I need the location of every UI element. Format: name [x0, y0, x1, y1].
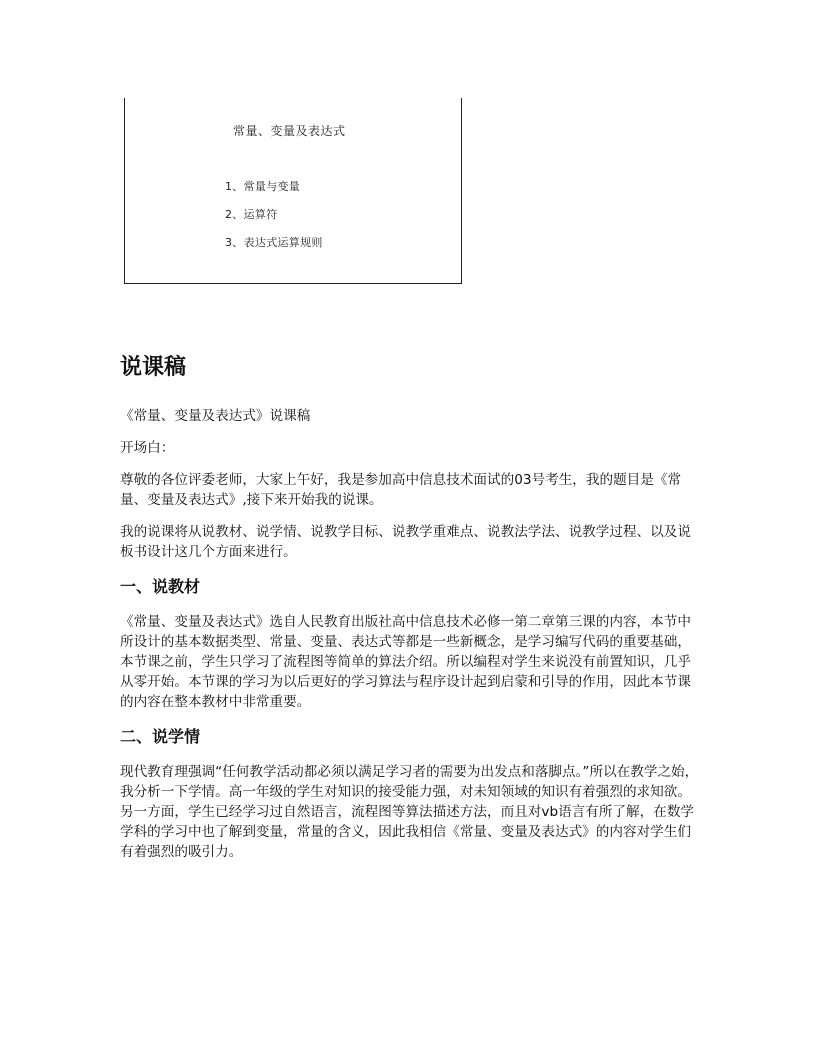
section1-paragraph: 《常量、变量及表达式》选自人民教育出版社高中信息技术必修一第二章第三课的内容，本节中所设计的基本数据类型、常量、变量、表达式等都是一些新概念，是学习编写代码的重要基础，本节课之前，学生只学习了流程图等简单的算法介绍。所以编程对学生来说没有前置知识，几乎从零开始。本节课的学习为以后更好的学习算法与程序设计起到启蒙和引导的作用，因此本节课的内容在整本教材中非常重要。: [120, 614, 691, 710]
section2-paragraph: 现代教育理强调“任何教学活动都必须以满足学习者的需要为出发点和落脚点。”所以在教学之始，我分析一下学情。高一年级的学生对知识的接受能力强，对未知领域的知识有着强烈的求知欲。另一方面，学生已经学习过自然语言，流程图等算法描述方法，而且对vb语言有所了解，在数学学科的学习中也了解到变量，常量的含义，因此我相信《常量、变量及表达式》的内容对学生们有着强烈的吸引力。: [120, 764, 699, 860]
opening-paragraph: 尊敬的各位评委老师，大家上午好，我是参加高中信息技术面试的03号考生，我的题目是《常量、变量及表达式》,接下来开始我的说课。: [120, 472, 682, 508]
board-item-3: 3、表达式运算规则: [225, 236, 323, 249]
board-item-1: 1、常量与变量: [225, 180, 301, 193]
doc-subtitle: 《常量、变量及表达式》说课稿: [120, 408, 311, 424]
board-title: 常量、变量及表达式: [233, 124, 346, 138]
section2-heading: 二、说学情: [120, 727, 201, 746]
overview-paragraph: 我的说课将从说教材、说学情、说教学目标、说教学重难点、说教法学法、说教学过程、以及说板书设计这几个方面来进行。: [120, 524, 691, 560]
document-body: [120, 352, 700, 874]
blackboard-design-image: [124, 98, 462, 284]
section1-heading: 一、说教材: [120, 577, 201, 596]
doc-heading: 说课稿: [120, 355, 187, 380]
board-item-2: 2、运算符: [225, 208, 278, 221]
opening-label: 开场白：: [120, 440, 175, 456]
